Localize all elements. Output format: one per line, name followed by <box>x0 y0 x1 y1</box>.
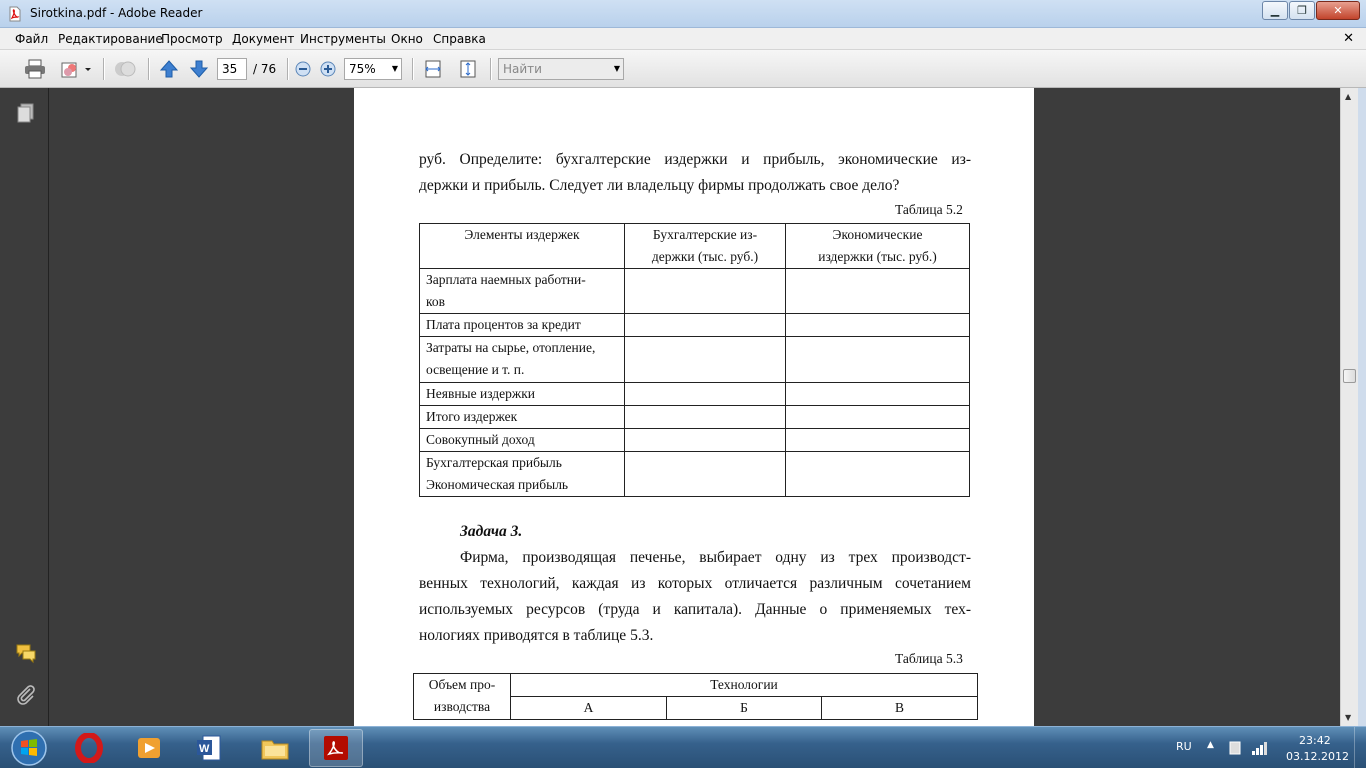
menu-tools[interactable]: Инструменты <box>300 32 386 46</box>
cell-line: Совокупный доход <box>426 432 535 447</box>
close-document-icon[interactable]: ✕ <box>1343 31 1354 46</box>
table-cell <box>420 383 625 406</box>
table-header-row <box>420 224 970 269</box>
find-input[interactable] <box>498 58 624 80</box>
vertical-scrollbar[interactable] <box>1340 88 1358 726</box>
folder-icon <box>259 733 291 763</box>
collaborate-icon <box>60 59 92 79</box>
menu-file[interactable]: Файл <box>15 32 49 46</box>
table-header-row <box>414 674 978 697</box>
menu-help[interactable]: Справка <box>433 32 486 46</box>
show-desktop-button[interactable] <box>1354 727 1366 768</box>
previous-page-button[interactable] <box>157 58 181 80</box>
table-cell <box>420 406 625 429</box>
header-line: Объем про- <box>428 677 496 692</box>
comments-icon[interactable] <box>15 642 37 664</box>
table-cell <box>786 314 970 337</box>
table-cell <box>786 383 970 406</box>
zoom-in-icon <box>320 61 336 77</box>
window-title: Sirotkina.pdf - Adobe Reader <box>30 6 203 20</box>
header-line: изводства <box>433 699 491 714</box>
menu-edit[interactable]: Редактирование <box>58 32 163 46</box>
table-row <box>420 383 970 406</box>
fit-width-button[interactable] <box>420 58 446 80</box>
navigation-pane <box>0 88 49 726</box>
cell-line: Плата процентов за кредит <box>426 317 581 332</box>
menu-window[interactable]: Окно <box>391 32 423 46</box>
table-cell <box>420 269 625 314</box>
paragraph-line: венных технологий, каждая из которых отличается различным сочетанием <box>419 575 971 592</box>
share-button[interactable] <box>58 58 94 80</box>
chevron-down-icon: ▼ <box>391 64 398 73</box>
table-cell <box>625 269 786 314</box>
table-cell <box>625 452 786 497</box>
menu-document[interactable]: Документ <box>232 32 295 46</box>
header-line: издержки (тыс. руб.) <box>818 249 937 264</box>
windows-logo-icon <box>10 729 48 767</box>
taskbar-adobe-reader[interactable] <box>309 729 363 767</box>
opera-icon <box>74 733 104 763</box>
costs-table <box>419 223 970 497</box>
menu-view[interactable]: Просмотр <box>161 32 223 46</box>
printer-icon <box>24 59 46 79</box>
table-header <box>414 674 511 720</box>
table-cell <box>786 269 970 314</box>
table-caption: Таблица 5.2 <box>895 202 963 217</box>
cell-line: ков <box>426 294 445 309</box>
arrow-down-icon <box>189 59 209 79</box>
header-line: держки (тыс. руб.) <box>651 249 759 264</box>
table-cell <box>625 383 786 406</box>
cell-line: Бухгалтерская прибыль <box>426 455 562 470</box>
table-cell <box>625 337 786 383</box>
table-cell <box>625 406 786 429</box>
table-header <box>625 224 786 269</box>
task-title: Задача 3. <box>460 523 523 540</box>
sync-button[interactable] <box>111 58 139 80</box>
table-cell <box>786 406 970 429</box>
page-total: / 76 <box>253 62 277 76</box>
zoom-value: 75% <box>349 62 376 76</box>
cell-line: Неявные издержки <box>426 386 536 401</box>
clock-date[interactable]: 03.12.2012 <box>1286 750 1349 763</box>
table-cell <box>420 429 625 452</box>
taskbar-media-player[interactable] <box>122 729 176 767</box>
tray-expand-icon[interactable]: ▲ <box>1207 740 1214 750</box>
header-line: Элементы издержек <box>464 227 580 242</box>
cell-line: Экономическая прибыль <box>426 477 569 492</box>
print-button[interactable] <box>22 58 48 80</box>
zoom-select[interactable] <box>344 58 402 80</box>
zoom-out-button[interactable] <box>293 58 313 80</box>
paragraph-line: используемых ресурсов (труда и капитала). Данные о применяемых тех- <box>419 601 971 618</box>
next-page-button[interactable] <box>187 58 211 80</box>
menu-bar <box>0 28 1366 50</box>
table-cell <box>420 314 625 337</box>
title-bar <box>0 0 1366 28</box>
table-cell <box>625 314 786 337</box>
language-indicator[interactable]: RU <box>1176 740 1192 753</box>
table-header: В <box>822 697 978 720</box>
table-cell <box>786 429 970 452</box>
document-viewer[interactable] <box>49 88 1340 726</box>
table-caption: Таблица 5.3 <box>895 651 963 666</box>
page-number-input[interactable]: 35 <box>217 58 247 80</box>
taskbar-word[interactable] <box>182 729 236 767</box>
clock-time[interactable]: 23:42 <box>1299 734 1331 747</box>
fit-page-button[interactable] <box>455 58 481 80</box>
fit-page-icon <box>458 59 478 79</box>
window-border <box>1358 88 1366 726</box>
table-row <box>420 269 970 314</box>
close-button[interactable]: ✕ <box>1316 1 1360 20</box>
network-icon[interactable] <box>1251 740 1269 756</box>
fit-width-icon <box>423 59 443 79</box>
taskbar-explorer[interactable] <box>248 729 302 767</box>
table-cell <box>420 337 625 383</box>
table-header: Технологии <box>511 674 978 697</box>
table-row <box>420 337 970 383</box>
table-row <box>420 406 970 429</box>
cell-line: Затраты на сырье, отопление, <box>426 340 596 355</box>
scroll-thumb[interactable] <box>1343 369 1356 383</box>
toolbar <box>0 50 1366 88</box>
table-header: Б <box>667 697 822 720</box>
table-row <box>420 452 970 497</box>
paragraph-line: нологиях приводятся в таблице 5.3. <box>419 627 654 644</box>
find-placeholder: Найти <box>503 62 542 76</box>
taskbar <box>0 726 1366 768</box>
attachment-icon[interactable] <box>15 684 37 706</box>
header-line: Бухгалтерские из- <box>652 227 758 242</box>
table-cell <box>420 452 625 497</box>
table-cell <box>786 452 970 497</box>
scroll-down-icon[interactable]: ▼ <box>1345 713 1352 722</box>
paragraph-line: держки и прибыль. Следует ли владельцу фирмы продолжать свое дело? <box>419 177 900 194</box>
pdf-page <box>354 88 1034 726</box>
media-player-icon <box>134 733 164 763</box>
cell-line: Итого издержек <box>426 409 518 424</box>
restore-button[interactable]: ❐ <box>1289 1 1315 20</box>
zoom-in-button[interactable] <box>318 58 338 80</box>
table-header <box>786 224 970 269</box>
table-row <box>420 429 970 452</box>
scroll-up-icon[interactable]: ▲ <box>1345 92 1352 101</box>
table-cell <box>786 337 970 383</box>
action-center-icon[interactable] <box>1228 740 1242 756</box>
word-icon <box>194 733 224 763</box>
pdf-file-icon <box>7 6 23 22</box>
table-row <box>420 314 970 337</box>
svg-text:W: W <box>199 743 210 755</box>
zoom-out-icon <box>295 61 311 77</box>
technology-table <box>413 673 978 720</box>
minimize-button[interactable]: ▁ <box>1262 1 1288 20</box>
header-line: Экономические <box>832 227 923 242</box>
cell-line: освещение и т. п. <box>426 362 525 377</box>
table-cell <box>625 429 786 452</box>
arrow-up-icon <box>159 59 179 79</box>
paragraph-line: Фирма, производящая печенье, выбирает одну из трех производст- <box>460 549 971 566</box>
cell-line: Зарплата наемных работни- <box>426 272 586 287</box>
start-button[interactable] <box>2 728 56 768</box>
adobe-reader-icon <box>321 733 351 763</box>
paragraph-line: руб. Определите: бухгалтерские издержки и прибыль, экономические из- <box>419 151 971 168</box>
sync-icon <box>112 59 138 79</box>
chevron-down-icon[interactable]: ▼ <box>613 64 620 73</box>
table-header <box>420 224 625 269</box>
taskbar-opera[interactable] <box>62 729 116 767</box>
table-header: А <box>511 697 667 720</box>
pages-icon[interactable] <box>15 102 37 124</box>
